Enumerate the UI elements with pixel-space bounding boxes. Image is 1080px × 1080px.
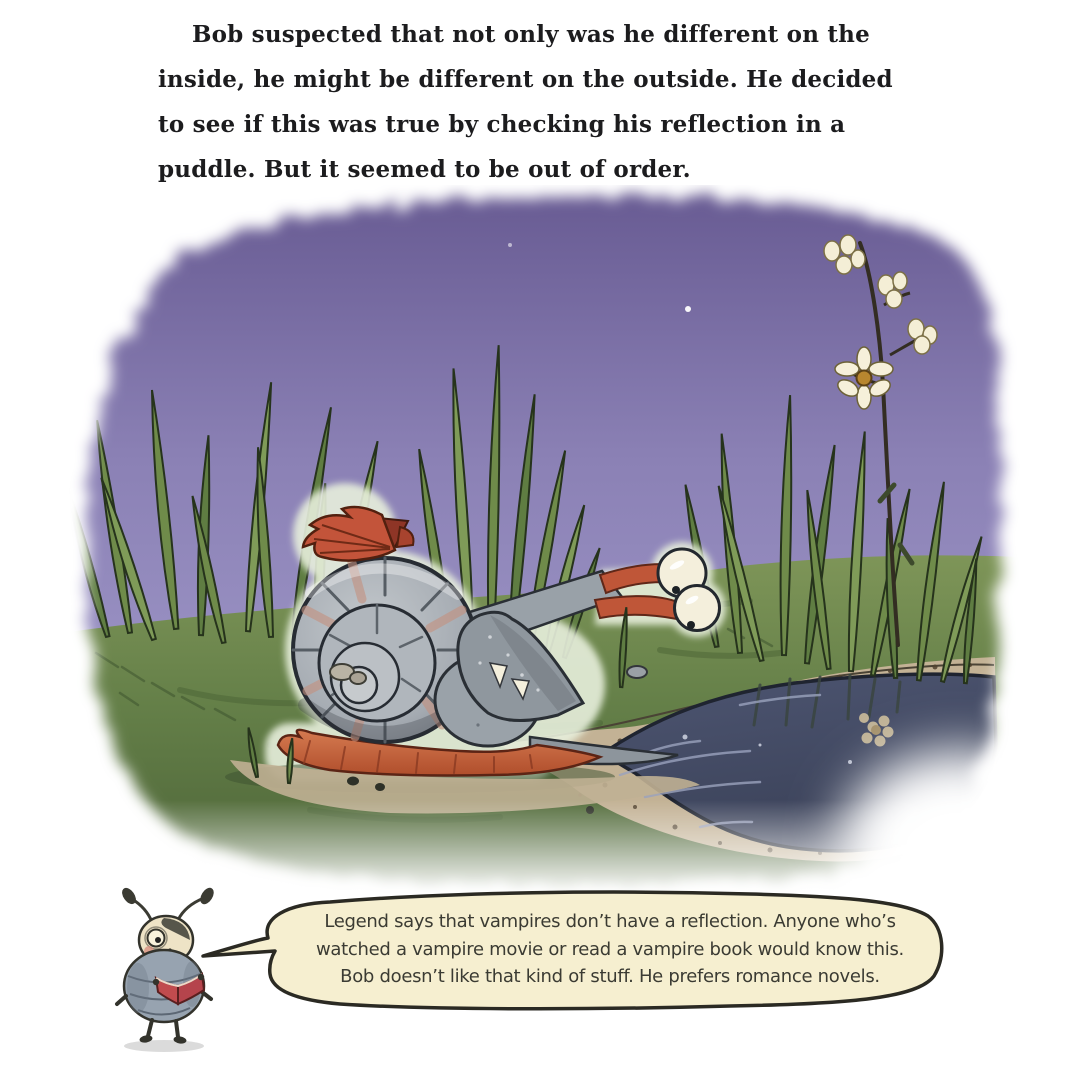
bubble-line: Bob doesn’t like that kind of stuff. He prefers romance novels.	[340, 966, 880, 987]
bug-shadow	[124, 1040, 204, 1052]
bubble-line: Legend says that vampires don’t have a reflection. Anyone who’s	[324, 911, 896, 932]
speech-bubble-text	[290, 908, 930, 991]
eyeball-lower	[675, 586, 720, 631]
story-line: inside, he might be different on the outside. He decided	[158, 66, 893, 93]
story-line: Bob suspected that not only was he different on the	[192, 21, 870, 48]
bubble-line: watched a vampire movie or read a vampire book would know this.	[316, 938, 904, 960]
story-paragraph	[158, 12, 920, 192]
pupil-lower	[687, 621, 695, 629]
story-line: to see if this was true by checking his reflection in a	[158, 111, 846, 138]
bug-narrator-character	[117, 888, 214, 1052]
bug-pupil	[155, 937, 161, 943]
story-line: puddle. But it seemed to be out of order.	[158, 156, 691, 183]
pupil-upper	[672, 586, 680, 594]
illustration-snail-puddle-scene	[60, 185, 1020, 895]
